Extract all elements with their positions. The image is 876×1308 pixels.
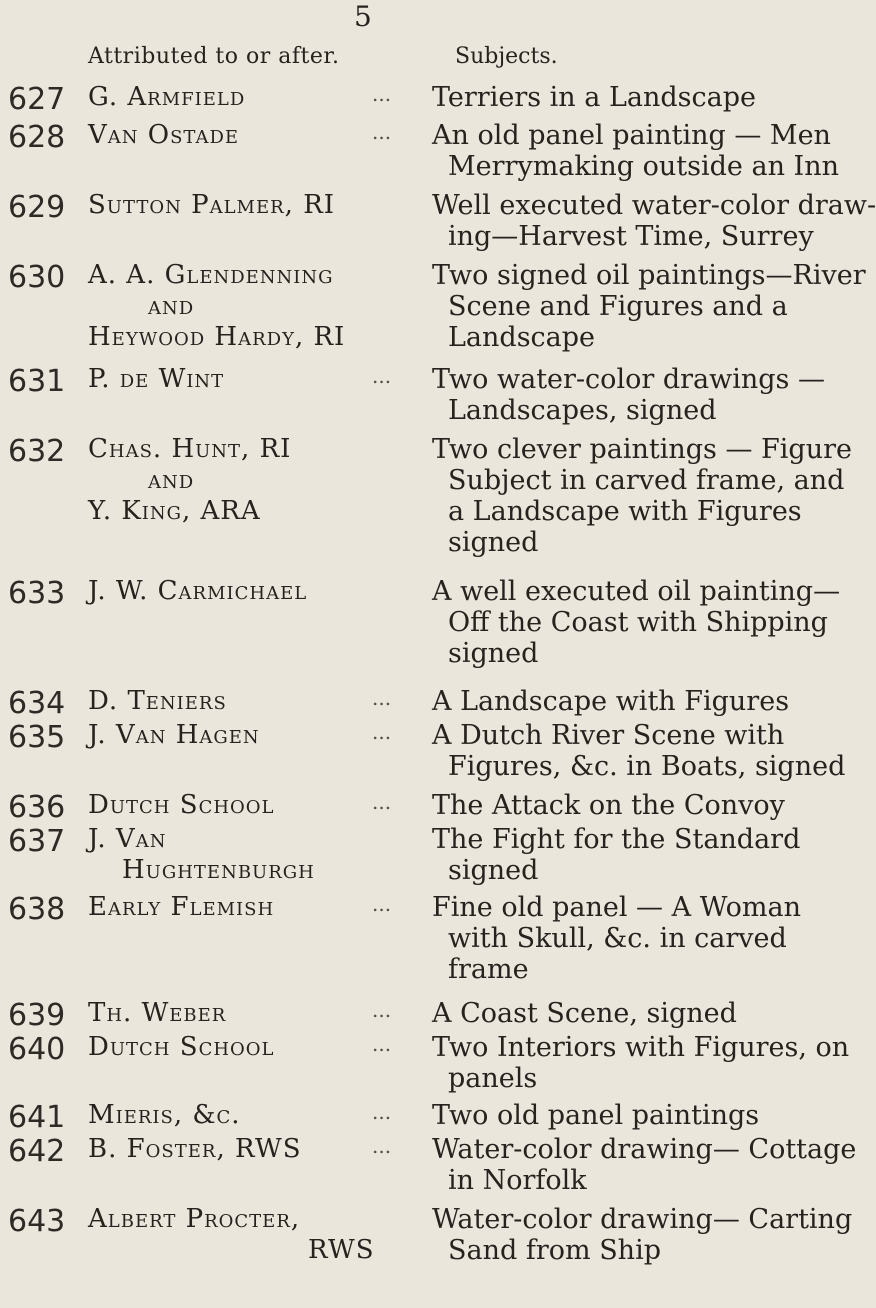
subject-line: Terriers in a Landscape bbox=[432, 82, 756, 113]
lot-number: 643 bbox=[8, 1204, 66, 1239]
artist-column-header: Attributed to or after. bbox=[88, 44, 340, 69]
artist-line: B. Foster, RWS bbox=[88, 1134, 302, 1164]
artist-line: Heywood Hardy, RI bbox=[88, 322, 346, 352]
leader-dots: ... bbox=[372, 720, 392, 744]
artist-line: Dutch School bbox=[88, 790, 275, 820]
artist-line: G. Armfield bbox=[88, 82, 246, 112]
lot-artist bbox=[88, 260, 408, 353]
lot-subject bbox=[432, 190, 876, 252]
subject-line: panels bbox=[448, 1063, 538, 1094]
lot-artist bbox=[88, 434, 408, 527]
lot-number: 642 bbox=[8, 1134, 66, 1169]
artist-line: Chas. Hunt, RI bbox=[88, 434, 292, 464]
lot-artist bbox=[88, 686, 408, 717]
lot-number: 629 bbox=[8, 190, 66, 225]
subject-line: Off the Coast with Shipping bbox=[448, 607, 828, 638]
subject-line: Sand from Ship bbox=[448, 1235, 661, 1266]
subject-line: Water-color drawing— Cottage bbox=[432, 1134, 857, 1165]
lot-number: 641 bbox=[8, 1100, 66, 1135]
lot-artist bbox=[88, 364, 408, 395]
artist-line: Sutton Palmer, RI bbox=[88, 190, 336, 220]
lot-artist bbox=[88, 824, 408, 886]
artist-line: J. Van bbox=[88, 824, 167, 854]
lot-number: 634 bbox=[8, 686, 66, 721]
lot-subject bbox=[432, 824, 801, 886]
subject-line: signed bbox=[448, 527, 539, 558]
leader-dots: ... bbox=[372, 82, 392, 106]
subject-line: The Fight for the Standard bbox=[432, 824, 801, 855]
artist-line: and bbox=[148, 465, 195, 495]
lot-subject bbox=[432, 434, 852, 558]
page-number: 5 bbox=[354, 0, 372, 33]
subject-line: Two old panel paintings bbox=[432, 1100, 760, 1131]
subject-line: signed bbox=[448, 855, 539, 886]
artist-line: Mieris, &c. bbox=[88, 1100, 241, 1130]
subject-line: The Attack on the Convoy bbox=[432, 790, 785, 821]
lot-artist bbox=[88, 1134, 408, 1165]
artist-line: Dutch School bbox=[88, 1032, 275, 1062]
lot-subject bbox=[432, 720, 846, 782]
lot-number: 637 bbox=[8, 824, 66, 859]
leader-dots: ... bbox=[372, 1134, 392, 1158]
lot-number: 636 bbox=[8, 790, 66, 825]
subject-line: signed bbox=[448, 638, 539, 669]
artist-line: D. Teniers bbox=[88, 686, 227, 716]
subject-line: Two Interiors with Figures, on bbox=[432, 1032, 850, 1063]
artist-line: Albert Procter, bbox=[88, 1204, 301, 1234]
artist-line: J. W. Carmichael bbox=[88, 576, 308, 606]
subject-line: A Coast Scene, signed bbox=[432, 998, 737, 1029]
leader-dots: ... bbox=[372, 892, 392, 916]
subject-line: Two water-color drawings — bbox=[432, 364, 825, 395]
artist-line: Hughtenburgh bbox=[122, 855, 315, 885]
lot-artist bbox=[88, 82, 408, 113]
artist-line: Early Flemish bbox=[88, 892, 275, 922]
artist-line: Th. Weber bbox=[88, 998, 227, 1028]
lot-subject bbox=[432, 1032, 850, 1094]
subject-line: Scene and Figures and a bbox=[448, 291, 788, 322]
subject-line: a Landscape with Figures bbox=[448, 496, 802, 527]
lot-artist bbox=[88, 1204, 408, 1266]
lot-artist bbox=[88, 1100, 408, 1131]
leader-dots: ... bbox=[372, 364, 392, 388]
artist-line: P. de Wint bbox=[88, 364, 225, 394]
lot-number: 639 bbox=[8, 998, 66, 1033]
lot-subject bbox=[432, 576, 841, 669]
lot-subject bbox=[432, 892, 801, 985]
lot-artist bbox=[88, 576, 408, 607]
subject-line: with Skull, &c. in carved bbox=[448, 923, 787, 954]
subject-line: Water-color drawing— Carting bbox=[432, 1204, 853, 1235]
subject-line: Two clever paintings — Figure bbox=[432, 434, 852, 465]
leader-dots: ... bbox=[372, 686, 392, 710]
lot-subject bbox=[432, 260, 866, 353]
subject-line: A well executed oil painting— bbox=[432, 576, 841, 607]
lot-artist bbox=[88, 720, 408, 751]
lot-subject bbox=[432, 686, 794, 717]
subject-line: A Landscape with Figures bbox=[432, 686, 790, 717]
subject-line: Figures, &c. in Boats, signed bbox=[448, 751, 846, 782]
subject-line: Fine old panel — A Woman bbox=[432, 892, 801, 923]
subject-line: Two signed oil paintings—River bbox=[432, 260, 866, 291]
subject-line: frame bbox=[448, 954, 529, 985]
lot-number: 628 bbox=[8, 120, 66, 155]
artist-line: J. Van Hagen bbox=[88, 720, 260, 750]
lot-artist bbox=[88, 790, 408, 821]
lot-artist bbox=[88, 1032, 408, 1063]
lot-subject bbox=[432, 1204, 853, 1266]
lot-subject bbox=[432, 1134, 857, 1196]
artist-line: and bbox=[148, 291, 195, 321]
subject-line: Landscapes, signed bbox=[448, 395, 717, 426]
lot-number: 630 bbox=[8, 260, 66, 295]
subject-line: Landscape bbox=[448, 322, 596, 353]
lot-subject bbox=[432, 364, 825, 426]
artist-line: A. A. Glendenning bbox=[88, 260, 334, 290]
lot-artist bbox=[88, 998, 408, 1029]
subject-line: in Norfolk bbox=[448, 1165, 587, 1196]
lot-subject bbox=[432, 998, 794, 1029]
lot-subject bbox=[432, 120, 839, 182]
lot-subject bbox=[432, 1100, 794, 1131]
leader-dots: ... bbox=[372, 790, 392, 814]
lot-subject bbox=[432, 790, 794, 821]
subject-line: Well executed water-color draw- bbox=[432, 190, 876, 221]
artist-line: Van Ostade bbox=[88, 120, 240, 150]
lot-number: 627 bbox=[8, 82, 66, 117]
lot-artist bbox=[88, 190, 408, 221]
artist-line: RWS bbox=[308, 1235, 375, 1265]
lot-number: 631 bbox=[8, 364, 66, 399]
lot-number: 640 bbox=[8, 1032, 66, 1067]
lot-number: 633 bbox=[8, 576, 66, 611]
subject-line: An old panel painting — Men bbox=[432, 120, 831, 151]
leader-dots: ... bbox=[372, 120, 392, 144]
leader-dots: ... bbox=[372, 998, 392, 1022]
subject-column-header: Subjects. bbox=[455, 44, 558, 69]
lot-artist bbox=[88, 892, 408, 923]
subject-line: Merrymaking outside an Inn bbox=[448, 151, 839, 182]
subject-line: A Dutch River Scene with bbox=[432, 720, 785, 751]
leader-dots: ... bbox=[372, 1032, 392, 1056]
lot-number: 635 bbox=[8, 720, 66, 755]
artist-line: Y. King, ARA bbox=[88, 496, 261, 526]
subject-line: Subject in carved frame, and bbox=[448, 465, 845, 496]
lot-number: 632 bbox=[8, 434, 66, 469]
lot-artist bbox=[88, 120, 408, 151]
lot-number: 638 bbox=[8, 892, 66, 927]
lot-subject bbox=[432, 82, 794, 113]
leader-dots: ... bbox=[372, 1100, 392, 1124]
subject-line: ing—Harvest Time, Surrey bbox=[448, 221, 814, 252]
